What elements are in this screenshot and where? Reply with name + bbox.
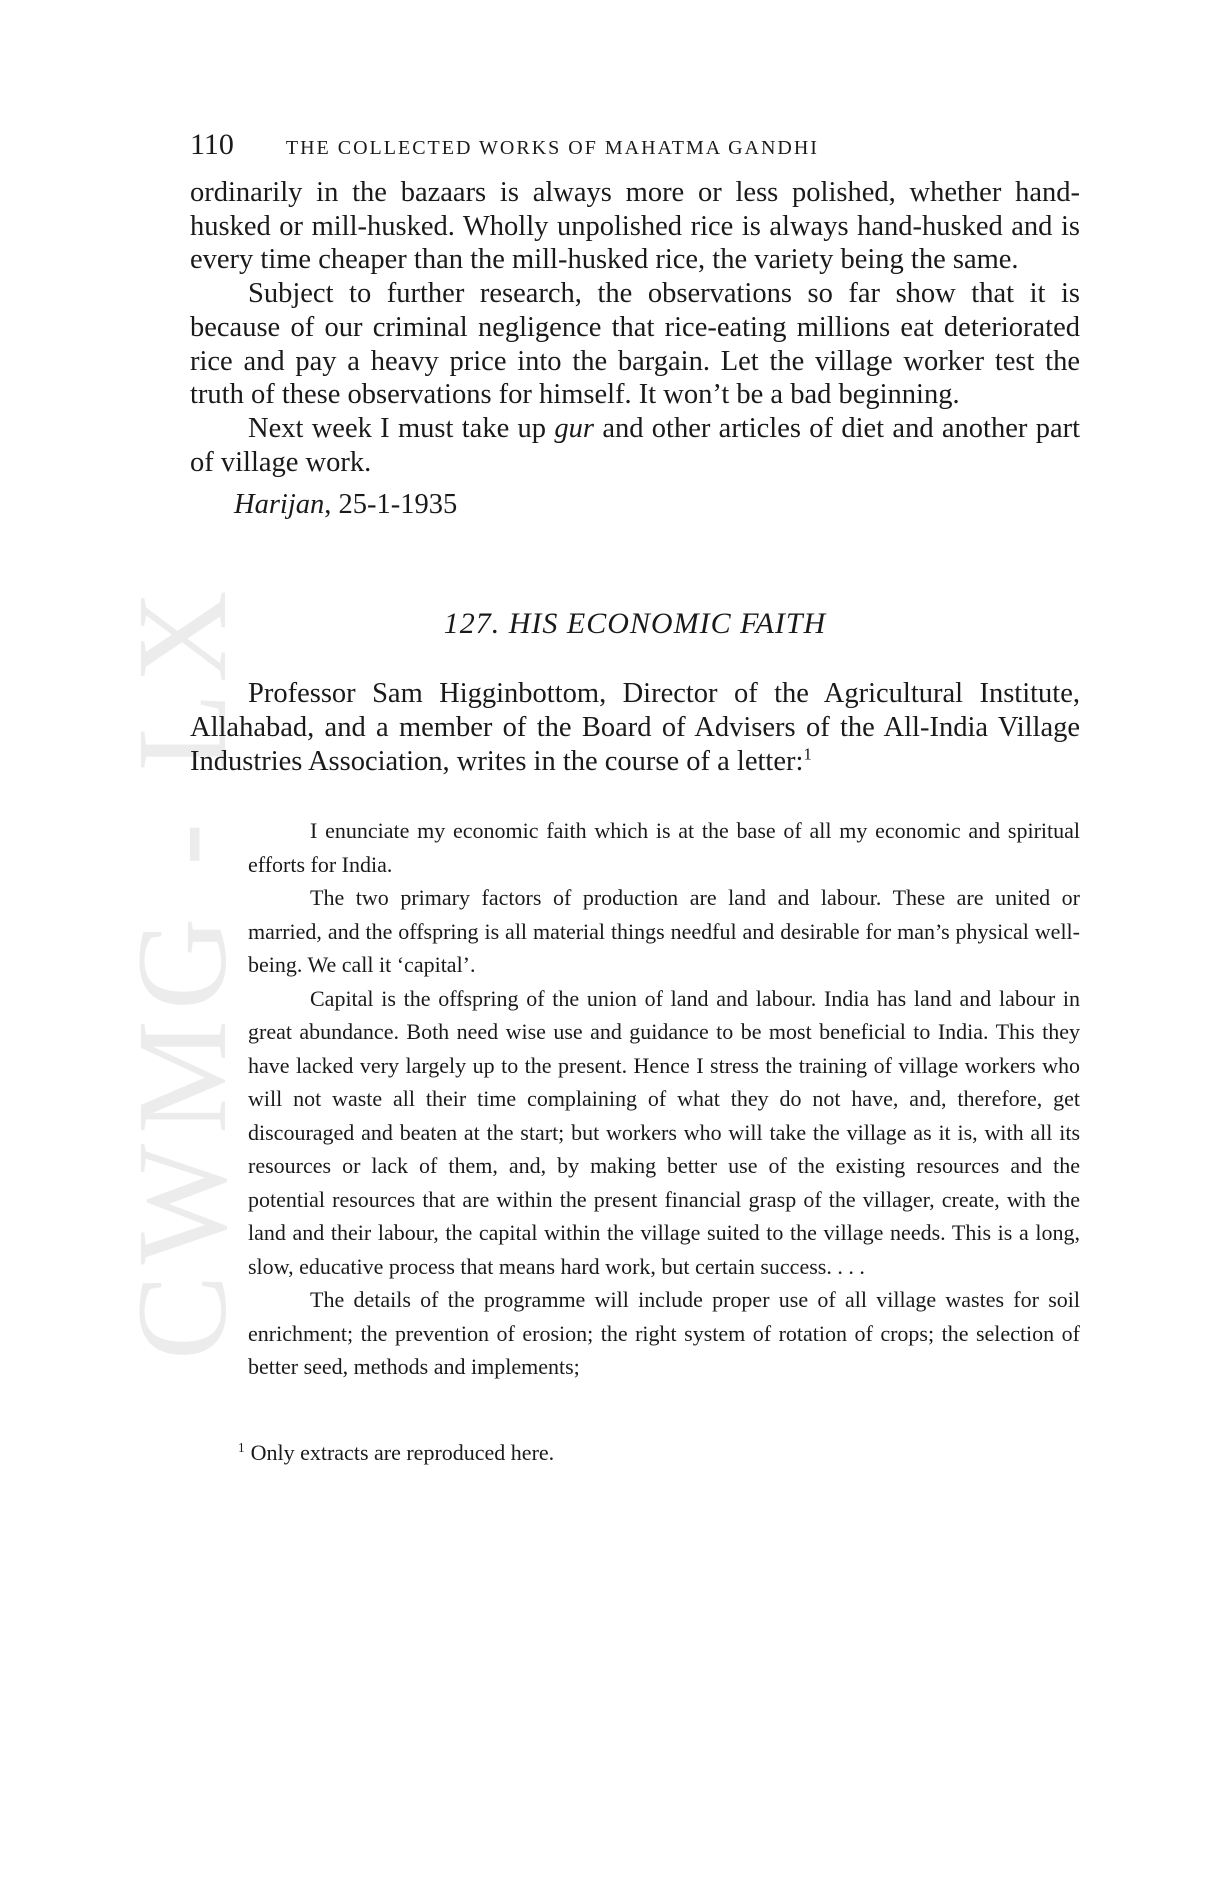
continued-text bbox=[190, 176, 1080, 479]
footnote-number: 1 bbox=[238, 1439, 245, 1455]
paragraph: Subject to further research, the observations so far show that it is because of our criminal negligence that rice-eating millions eat deteriorated rice and pay a heavy price into the bargain. Let the village worker test the truth of these observations for himself. It won’t be a bad beginning. bbox=[190, 278, 1080, 411]
running-title: THE COLLECTED WORKS OF MAHATMA GANDHI bbox=[285, 137, 819, 159]
text-run: and other articles of diet and another part of village work. bbox=[190, 412, 1080, 478]
italic-term: gur bbox=[554, 412, 594, 444]
article-title: 127. HIS ECONOMIC FAITH bbox=[443, 607, 827, 641]
extract-paragraph: The two primary factors of production are land and labour. These are united or married, and the offspring is all material things needful and desirable for man’s physical well-being. We call it ‘capital’. bbox=[248, 885, 1080, 978]
letter-extract bbox=[248, 814, 1080, 1384]
page-number: 110 bbox=[190, 128, 234, 161]
page bbox=[190, 128, 1080, 1466]
footnote-marker: 1 bbox=[803, 744, 812, 764]
paragraph bbox=[190, 412, 1080, 479]
paragraph: ordinarily in the bazaars is always more or less polished, whether hand-husked or mill-husked. Wholly unpolished rice is always hand-husked and is every time cheaper than the mill-husked rice, the variety being the same. bbox=[190, 177, 1080, 276]
footnote bbox=[238, 1440, 1080, 1466]
running-head bbox=[190, 128, 1080, 162]
article-intro bbox=[190, 677, 1080, 778]
source-citation bbox=[234, 489, 1080, 521]
extract-paragraph: I enunciate my economic faith which is at the base of all my economic and spiritual efforts for India. bbox=[248, 818, 1080, 877]
extract-paragraph: The details of the programme will include proper use of all village wastes for soil enrichment; the prevention of erosion; the right system of rotation of crops; the selection of better seed, methods and implements; bbox=[248, 1287, 1080, 1380]
extract-paragraph: Capital is the offspring of the union of land and labour. India has land and labour in great abundance. Both need wise use and guidance to be most beneficial to India. This they have lacked very largely up to the present. Hence I stress the training of village workers who will not waste all their time complaining of what they do not have, and, therefore, get discouraged and beaten at the start; but workers who will take the village as it is, with all its resources or lack of them, and, by making better use of the existing resources and the potential resources that are within the present financial grasp of the villager, create, with the land and their labour, the capital within the village suited to the village needs. This is a long, slow, educative process that means hard work, but certain success. . . . bbox=[248, 985, 1080, 1279]
paragraph bbox=[190, 677, 1080, 778]
text-run: Professor Sam Higginbottom, Director of the Agricultural Institute, Allahabad, and a member of the Board of Advisers of the All-India Village Industries Association, writes in the course of a letter: bbox=[190, 678, 1080, 777]
source-date: , 25-1-1935 bbox=[324, 489, 458, 521]
source-publication: Harijan bbox=[234, 489, 325, 521]
footnote-text: Only extracts are reproduced here. bbox=[250, 1439, 555, 1465]
watermark: CWMG - LX bbox=[111, 580, 253, 1360]
text-run: Next week I must take up bbox=[248, 412, 555, 444]
